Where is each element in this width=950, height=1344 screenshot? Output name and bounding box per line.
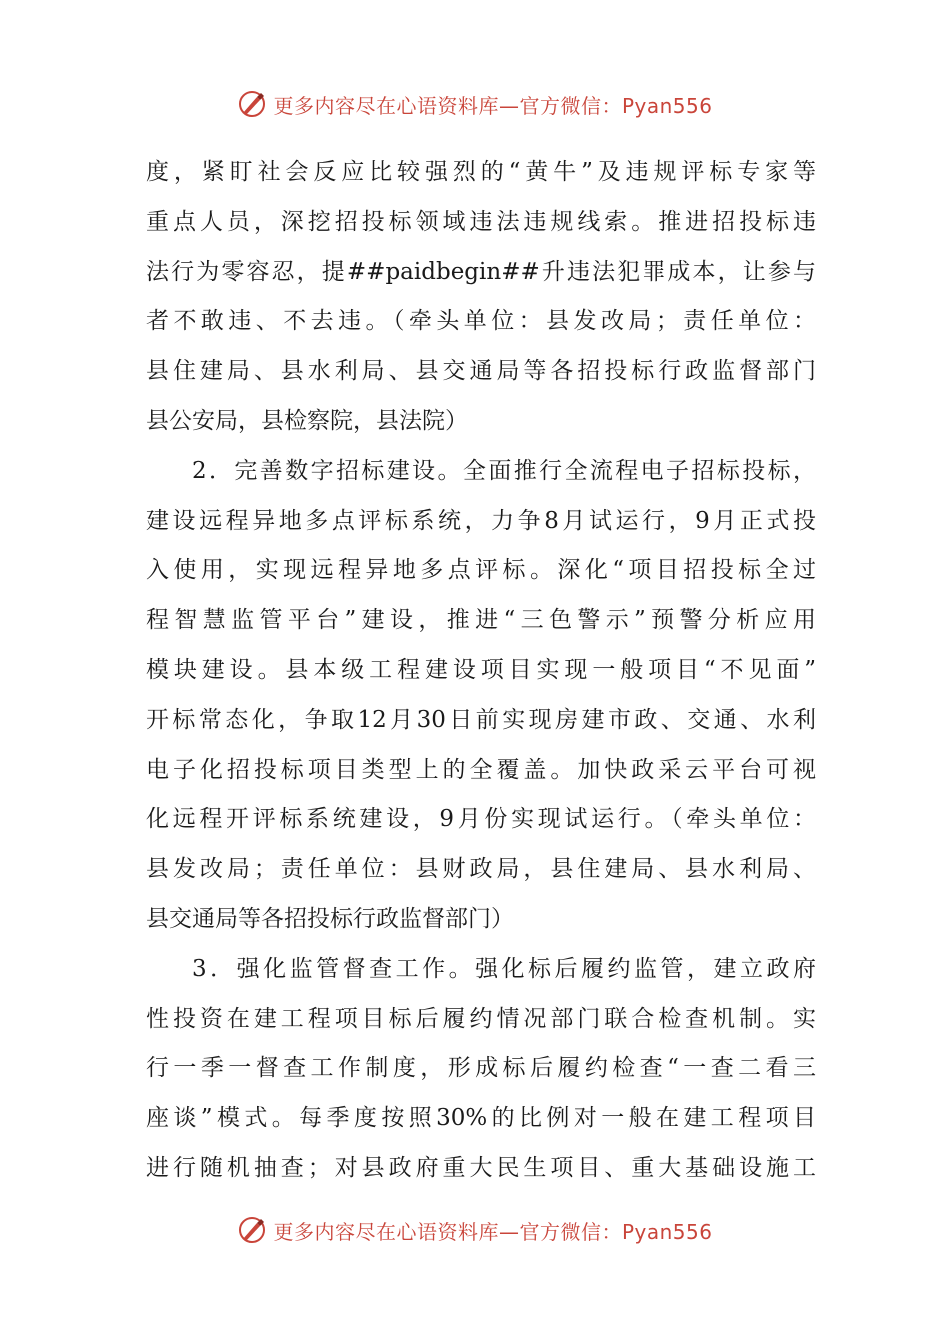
text-line: 重点人员，深挖招投标领域违法违规线索。推进招投标违 <box>146 208 816 235</box>
text-line: 程智慧监管平台”建设，推进“三色警示”预警分析应用 <box>146 607 816 634</box>
text-line: 县住建局、县水利局、县交通局等各招投标行政监督部门 <box>146 358 816 385</box>
watermark-title: 更多内容尽在心语资料库 <box>273 93 499 118</box>
text-line: 县发改局；责任单位：县财政局，县住建局、县水利局、 <box>146 856 816 883</box>
text-line: 法行为零容忍，提##paidbegin##升违法犯罪成本，让参与 <box>146 258 816 285</box>
text-line: 模块建设。县本级工程建设项目实现一般项目“不见面” <box>146 656 816 683</box>
text-line: 者不敢违、不去违。（牵头单位：县发改局；责任单位： <box>146 308 816 335</box>
text-line: 电子化招投标项目类型上的全覆盖。加快政采云平台可视 <box>146 756 816 783</box>
paragraph-2-start: 2．完善数字招标建设。全面推行全流程电子招标投标， <box>192 457 816 484</box>
watermark-wechat: —官方微信：Pyan556 <box>498 93 713 118</box>
text-line: 行一季一督查工作制度，形成标后履约检查“一查二看三 <box>146 1055 816 1082</box>
text-line: 进行随机抽查；对县政府重大民生项目、重大基础设施工 <box>146 1154 816 1181</box>
watermark-header <box>0 84 950 124</box>
text-line: 县交通局等各招投标行政监督部门） <box>146 905 514 932</box>
pen-logo-icon <box>237 1215 267 1245</box>
pen-logo-icon <box>237 89 267 119</box>
watermark-wechat: —官方微信：Pyan556 <box>498 1219 713 1244</box>
text-line: 县公安局，县检察院，县法院） <box>146 407 468 434</box>
text-line: 建设远程异地多点评标系统，力争8月试运行，9月正式投 <box>146 507 816 534</box>
watermark-footer <box>0 1210 950 1250</box>
watermark-title: 更多内容尽在心语资料库 <box>273 1219 499 1244</box>
text-line: 性投资在建工程项目标后履约情况部门联合检查机制。实 <box>146 1005 816 1032</box>
text-line: 开标常态化，争取12月30日前实现房建市政、交通、水利 <box>146 706 816 733</box>
text-line: 座谈”模式。每季度按照30%的比例对一般在建工程项目 <box>146 1105 816 1132</box>
text-line: 化远程开评标系统建设，9月份实现试运行。（牵头单位： <box>146 806 816 833</box>
text-line: 度，紧盯社会反应比较强烈的“黄牛”及违规评标专家等 <box>146 159 816 185</box>
document-body <box>146 148 816 1194</box>
paragraph-3-start: 3．强化监管督查工作。强化标后履约监管，建立政府 <box>192 955 816 982</box>
text-line: 入使用，实现远程异地多点评标。深化“项目招投标全过 <box>146 557 816 584</box>
